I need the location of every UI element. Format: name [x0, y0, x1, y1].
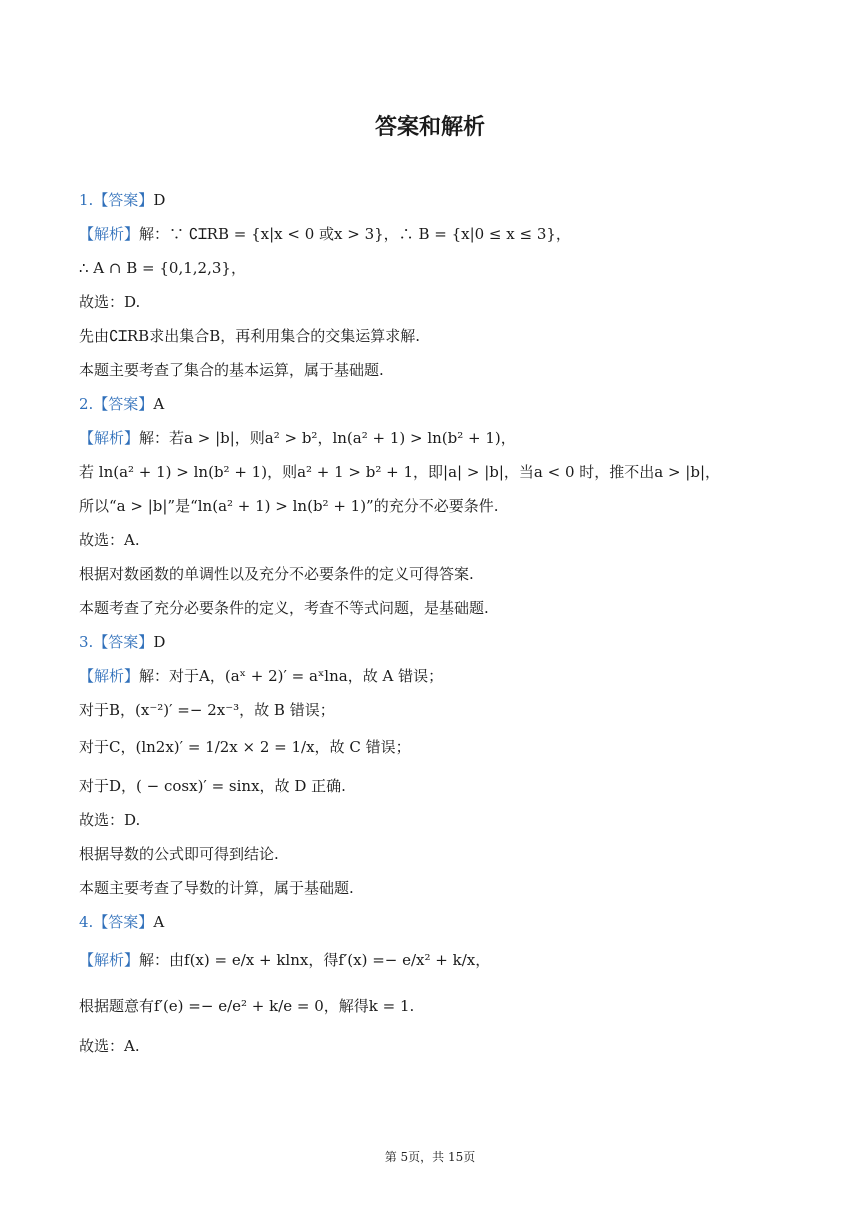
text-line: 若 ln(a² + 1) > ln(b² + 1)，则a² + 1 > b² + 1，即|a| > |b|，当a < 0 时，推不出a > |b|， — [79, 463, 721, 481]
text-line: 【解析】解：对于A，(aˣ + 2)′ = aˣlna，故 A 错误； — [79, 667, 444, 685]
answer-label: 2.【答案】 — [79, 395, 154, 413]
text-line: 1.【答案】D — [79, 191, 166, 209]
analysis-label: 【解析】 — [79, 429, 140, 447]
page-title: 答案和解析 — [374, 115, 485, 140]
text-line: 对于D，( − cosx)′ = sinx，故 D 正确. — [79, 777, 346, 795]
text-line: 故选：D. — [79, 293, 141, 311]
text-line: 本题考查了充分必要条件的定义，考查不等式问题，是基础题. — [79, 599, 489, 617]
text-line: 本题主要考查了导数的计算，属于基础题. — [79, 879, 354, 897]
text-line: 根据对数函数的单调性以及充分不必要条件的定义可得答案. — [79, 565, 474, 583]
text-line: 本题主要考查了集合的基本运算，属于基础题. — [79, 361, 384, 379]
text-line: 【解析】解：若a > |b|，则a² > b²，ln(a² + 1) > ln(b² + 1)， — [79, 429, 516, 447]
text-line: 所以“a > |b|”是“ln(a² + 1) > ln(b² + 1)”的充分不必要条件. — [79, 497, 499, 515]
text-line: 2.【答案】A — [79, 395, 165, 413]
text-line: 先由∁ꞮRB求出集合B，再利用集合的交集运算求解. — [79, 327, 420, 345]
text-line: 对于B，(x⁻²)′ =− 2x⁻³，故 B 错误； — [79, 701, 335, 719]
text-line: 对于C，(ln2x)′ = 1/2x × 2 = 1/x，故 C 错误； — [79, 738, 411, 756]
text-line: 故选：D. — [79, 811, 141, 829]
text-line: 故选：A. — [79, 531, 140, 549]
text-line: 故选：A. — [79, 1037, 140, 1055]
analysis-label: 【解析】 — [79, 225, 140, 243]
text-line: 3.【答案】D — [79, 633, 166, 651]
analysis-label: 【解析】 — [79, 667, 140, 685]
text-line: 根据导数的公式即可得到结论. — [79, 845, 279, 863]
text-line: 4.【答案】A — [79, 913, 165, 931]
answer-label: 4.【答案】 — [79, 913, 154, 931]
text-line: ∴ A ∩ B = {0,1,2,3}， — [79, 259, 246, 277]
page-footer: 第 5页，共 15页 — [384, 1150, 476, 1164]
answer-label: 3.【答案】 — [79, 633, 154, 651]
text-line: 【解析】解：由f(x) = e/x + klnx，得f′(x) =− e/x² + k/x， — [79, 951, 491, 969]
text-line: 根据题意有f′(e) =− e/e² + k/e = 0，解得k = 1. — [79, 997, 415, 1015]
text-line: 【解析】解：∵ ∁ꞮRB = {x|x < 0 或x > 3}，∴ B = {x|0 ≤ x ≤ 3}， — [79, 225, 571, 243]
answer-label: 1.【答案】 — [79, 191, 154, 209]
analysis-label: 【解析】 — [79, 951, 140, 969]
